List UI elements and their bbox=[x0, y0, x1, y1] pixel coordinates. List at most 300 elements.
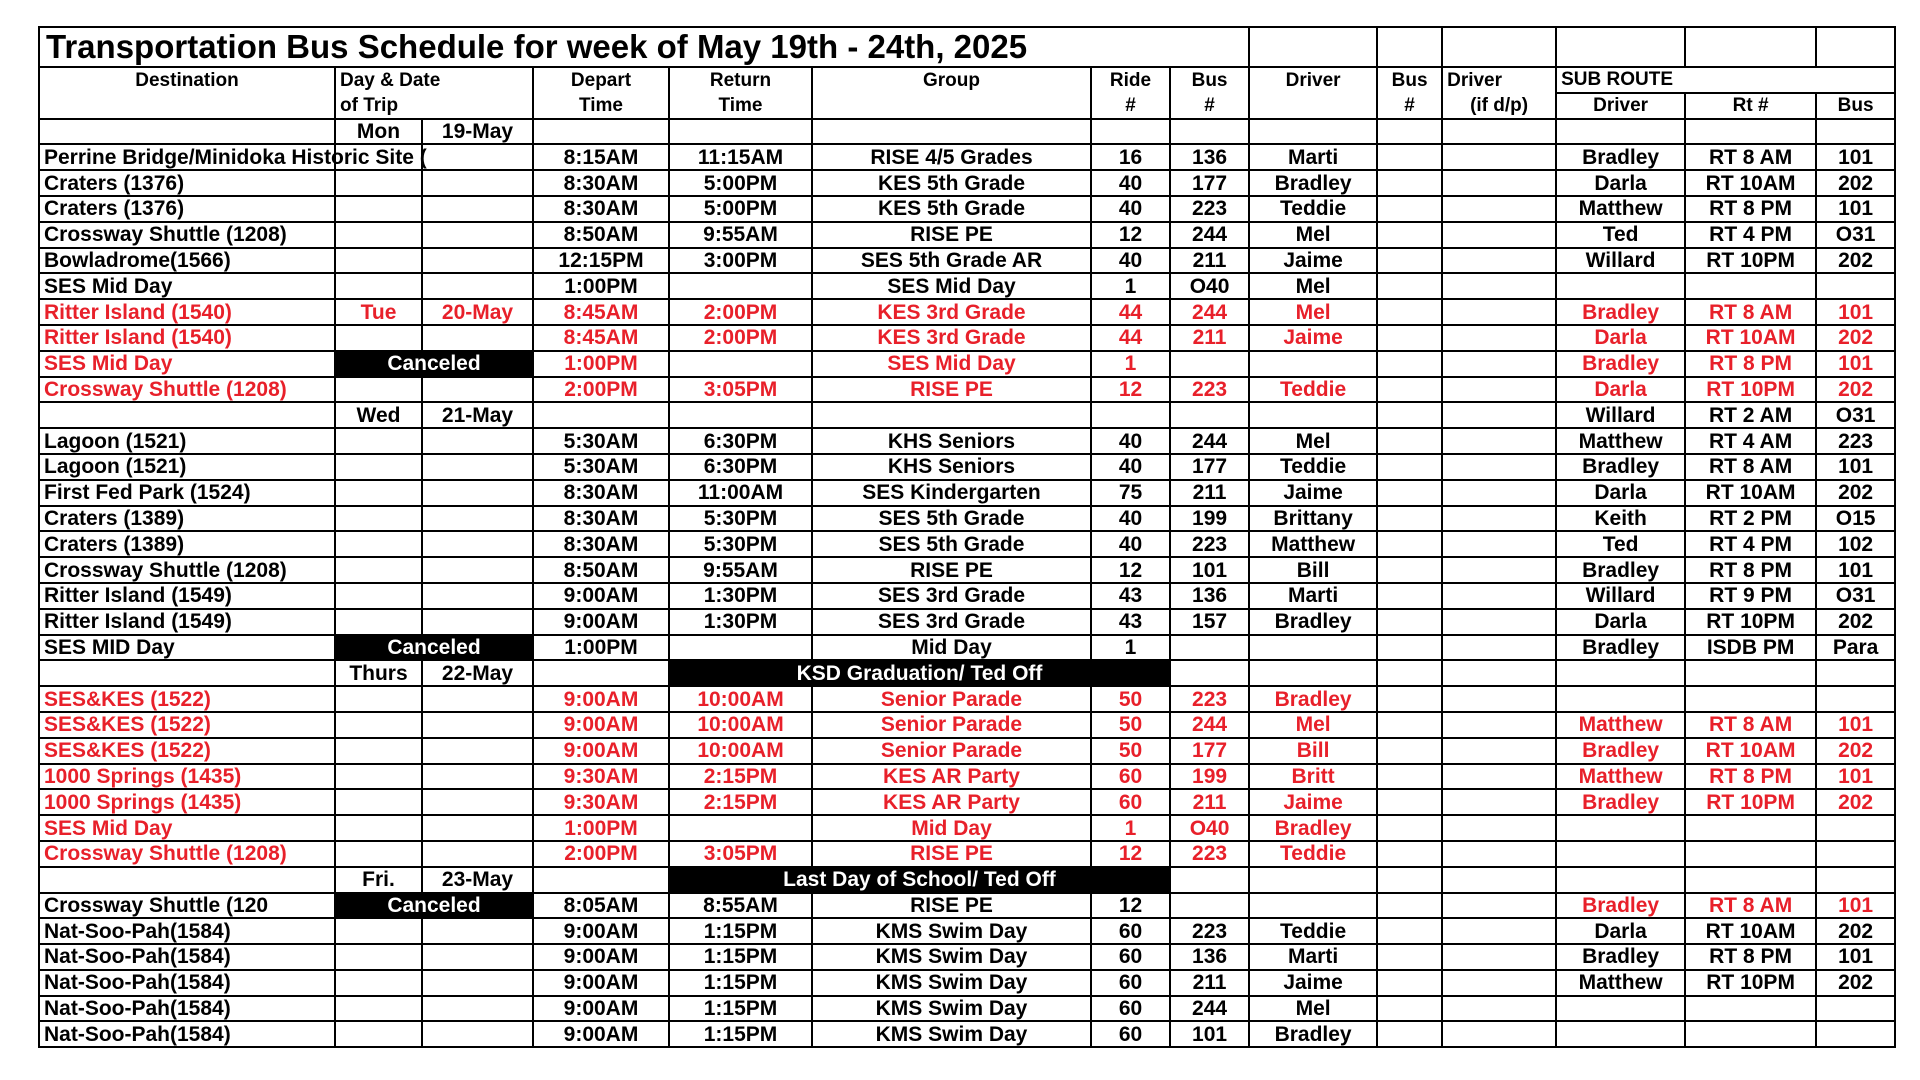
driver-2-cell bbox=[1442, 454, 1556, 480]
bus-2-cell bbox=[1377, 351, 1442, 377]
depart-cell: 9:30AM bbox=[533, 764, 669, 790]
bus-cell: 136 bbox=[1170, 944, 1249, 970]
bus-schedule-table bbox=[38, 26, 1896, 1048]
day-cell bbox=[335, 944, 422, 970]
bus-cell: O40 bbox=[1170, 815, 1249, 841]
return-cell: 6:30PM bbox=[669, 428, 812, 454]
sub-rt-cell bbox=[1685, 273, 1816, 299]
return-cell: 1:30PM bbox=[669, 609, 812, 635]
bus-cell: 211 bbox=[1170, 248, 1249, 274]
date-cell: 19-May bbox=[422, 119, 533, 145]
driver-cell: Jaime bbox=[1249, 789, 1377, 815]
return-cell: 1:15PM bbox=[669, 918, 812, 944]
header-sub-route: SUB ROUTE bbox=[1556, 67, 1895, 93]
depart-cell: 1:00PM bbox=[533, 273, 669, 299]
depart-cell: 8:50AM bbox=[533, 557, 669, 583]
sub-rt-cell bbox=[1685, 1021, 1816, 1047]
table-row bbox=[39, 918, 1895, 944]
table-row bbox=[39, 867, 1895, 893]
destination-cell: Nat-Soo-Pah(1584) bbox=[39, 944, 335, 970]
destination-cell: SES MID Day bbox=[39, 635, 335, 661]
depart-cell: 9:00AM bbox=[533, 996, 669, 1022]
header-bus: Bus bbox=[1170, 67, 1249, 93]
ride-cell: 16 bbox=[1091, 144, 1170, 170]
driver-2-cell bbox=[1442, 299, 1556, 325]
bus-2-cell bbox=[1377, 970, 1442, 996]
day-cell bbox=[335, 325, 422, 351]
ride-cell: 40 bbox=[1091, 248, 1170, 274]
sub-driver-cell: Keith bbox=[1556, 506, 1685, 532]
sub-bus-cell: O31 bbox=[1816, 583, 1895, 609]
driver-2-cell bbox=[1442, 970, 1556, 996]
ride-cell: 40 bbox=[1091, 196, 1170, 222]
driver-2-cell bbox=[1442, 119, 1556, 145]
table-row bbox=[39, 351, 1895, 377]
date-cell bbox=[422, 996, 533, 1022]
driver-2-cell bbox=[1442, 170, 1556, 196]
table-row bbox=[39, 764, 1895, 790]
driver-2-cell bbox=[1442, 893, 1556, 919]
bus-cell: 211 bbox=[1170, 789, 1249, 815]
depart-cell: 8:30AM bbox=[533, 531, 669, 557]
date-cell bbox=[422, 557, 533, 583]
table-row bbox=[39, 686, 1895, 712]
bus-2-cell bbox=[1377, 815, 1442, 841]
table-row bbox=[39, 119, 1895, 145]
header-driver-dp: (if d/p) bbox=[1442, 93, 1556, 119]
day-cell bbox=[335, 170, 422, 196]
depart-cell: 5:30AM bbox=[533, 454, 669, 480]
sub-rt-cell: RT 8 AM bbox=[1685, 454, 1816, 480]
ride-cell: 12 bbox=[1091, 841, 1170, 867]
sub-driver-cell: Bradley bbox=[1556, 944, 1685, 970]
return-cell: 1:15PM bbox=[669, 970, 812, 996]
group-cell: RISE PE bbox=[812, 841, 1091, 867]
bus-2-cell bbox=[1377, 144, 1442, 170]
sub-bus-cell: Para bbox=[1816, 635, 1895, 661]
depart-cell: 9:00AM bbox=[533, 918, 669, 944]
bus-2-cell bbox=[1377, 248, 1442, 274]
date-cell bbox=[422, 170, 533, 196]
return-cell: 5:30PM bbox=[669, 506, 812, 532]
sub-rt-cell: RT 4 PM bbox=[1685, 531, 1816, 557]
sub-driver-cell: Darla bbox=[1556, 325, 1685, 351]
sub-bus-cell: 202 bbox=[1816, 789, 1895, 815]
bus-2-cell bbox=[1377, 686, 1442, 712]
table-row bbox=[39, 789, 1895, 815]
depart-cell: 8:30AM bbox=[533, 480, 669, 506]
ride-cell: 40 bbox=[1091, 170, 1170, 196]
bus-2-cell bbox=[1377, 609, 1442, 635]
bus-cell: 244 bbox=[1170, 712, 1249, 738]
bus-2-cell bbox=[1377, 273, 1442, 299]
driver-cell: Teddie bbox=[1249, 454, 1377, 480]
bus-2-cell bbox=[1377, 712, 1442, 738]
sub-driver-cell: Bradley bbox=[1556, 789, 1685, 815]
day-cell bbox=[335, 222, 422, 248]
header-sub-driver: Driver bbox=[1556, 93, 1685, 119]
date-cell bbox=[422, 377, 533, 403]
sub-bus-cell: 202 bbox=[1816, 248, 1895, 274]
return-cell bbox=[669, 815, 812, 841]
header-row-2 bbox=[39, 93, 1895, 119]
table-row bbox=[39, 944, 1895, 970]
bus-cell: 136 bbox=[1170, 144, 1249, 170]
destination-cell: Crossway Shuttle (120 bbox=[39, 893, 335, 919]
sub-rt-cell: RT 8 AM bbox=[1685, 893, 1816, 919]
table-row bbox=[39, 970, 1895, 996]
sub-driver-cell bbox=[1556, 841, 1685, 867]
destination-cell: SES Mid Day bbox=[39, 273, 335, 299]
sub-bus-cell: 101 bbox=[1816, 196, 1895, 222]
destination-cell: Craters (1389) bbox=[39, 531, 335, 557]
sub-driver-cell: Matthew bbox=[1556, 764, 1685, 790]
driver-cell: Mel bbox=[1249, 712, 1377, 738]
sub-bus-cell bbox=[1816, 660, 1895, 686]
bus-cell: O40 bbox=[1170, 273, 1249, 299]
driver-2-cell bbox=[1442, 377, 1556, 403]
bus-cell: 101 bbox=[1170, 557, 1249, 583]
destination-cell: SES&KES (1522) bbox=[39, 686, 335, 712]
sub-driver-cell: Bradley bbox=[1556, 738, 1685, 764]
driver-2-cell bbox=[1442, 686, 1556, 712]
depart-cell: 9:00AM bbox=[533, 712, 669, 738]
day-cell bbox=[335, 841, 422, 867]
group-cell: KMS Swim Day bbox=[812, 1021, 1091, 1047]
sub-rt-cell: RT 8 AM bbox=[1685, 299, 1816, 325]
sub-rt-cell: RT 10AM bbox=[1685, 918, 1816, 944]
group-cell: RISE PE bbox=[812, 557, 1091, 583]
bus-cell: 211 bbox=[1170, 325, 1249, 351]
driver-cell: Matthew bbox=[1249, 531, 1377, 557]
header-of-trip: of Trip bbox=[335, 93, 533, 119]
date-cell: 22-May bbox=[422, 660, 533, 686]
sub-bus-cell: 101 bbox=[1816, 454, 1895, 480]
driver-2-cell bbox=[1442, 506, 1556, 532]
driver-2-cell bbox=[1442, 867, 1556, 893]
sub-bus-cell: 202 bbox=[1816, 480, 1895, 506]
destination-cell: Ritter Island (1549) bbox=[39, 583, 335, 609]
ride-cell: 60 bbox=[1091, 1021, 1170, 1047]
bus-cell: 177 bbox=[1170, 170, 1249, 196]
bus-2-cell bbox=[1377, 918, 1442, 944]
group-cell: SES Mid Day bbox=[812, 273, 1091, 299]
sub-rt-cell: RT 2 AM bbox=[1685, 402, 1816, 428]
header-bus-num: # bbox=[1170, 93, 1249, 119]
ride-cell: 40 bbox=[1091, 506, 1170, 532]
bus-2-cell bbox=[1377, 944, 1442, 970]
bus-cell: 223 bbox=[1170, 196, 1249, 222]
ride-cell: 40 bbox=[1091, 454, 1170, 480]
bus-2-cell bbox=[1377, 660, 1442, 686]
day-cell bbox=[335, 273, 422, 299]
ride-cell bbox=[1091, 119, 1170, 145]
table-row bbox=[39, 841, 1895, 867]
header-return: Return bbox=[669, 67, 812, 93]
return-cell: 9:55AM bbox=[669, 222, 812, 248]
driver-cell: Bradley bbox=[1249, 170, 1377, 196]
date-cell bbox=[422, 712, 533, 738]
driver-cell: Mel bbox=[1249, 996, 1377, 1022]
sub-driver-cell: Willard bbox=[1556, 402, 1685, 428]
depart-cell: 9:00AM bbox=[533, 970, 669, 996]
day-cell: Tue bbox=[335, 299, 422, 325]
sub-rt-cell: RT 10AM bbox=[1685, 325, 1816, 351]
return-cell bbox=[669, 351, 812, 377]
driver-cell bbox=[1249, 402, 1377, 428]
header-destination: Destination bbox=[39, 67, 335, 93]
return-cell: 1:15PM bbox=[669, 1021, 812, 1047]
ride-cell: 12 bbox=[1091, 557, 1170, 583]
canceled-badge: Canceled bbox=[335, 893, 533, 919]
driver-cell: Bradley bbox=[1249, 815, 1377, 841]
table-row bbox=[39, 635, 1895, 661]
sub-driver-cell: Darla bbox=[1556, 170, 1685, 196]
driver-cell bbox=[1249, 660, 1377, 686]
group-cell: KMS Swim Day bbox=[812, 944, 1091, 970]
ride-cell: 40 bbox=[1091, 531, 1170, 557]
sub-driver-cell: Ted bbox=[1556, 222, 1685, 248]
driver-2-cell bbox=[1442, 764, 1556, 790]
day-cell bbox=[335, 531, 422, 557]
bus-2-cell bbox=[1377, 325, 1442, 351]
destination-cell: Lagoon (1521) bbox=[39, 454, 335, 480]
return-cell: 8:55AM bbox=[669, 893, 812, 919]
group-cell: KMS Swim Day bbox=[812, 918, 1091, 944]
driver-2-cell bbox=[1442, 660, 1556, 686]
group-cell: Senior Parade bbox=[812, 712, 1091, 738]
return-cell: 10:00AM bbox=[669, 738, 812, 764]
driver-cell: Mel bbox=[1249, 299, 1377, 325]
date-cell bbox=[422, 506, 533, 532]
sub-driver-cell: Bradley bbox=[1556, 299, 1685, 325]
destination-cell: Nat-Soo-Pah(1584) bbox=[39, 918, 335, 944]
sub-rt-cell: RT 9 PM bbox=[1685, 583, 1816, 609]
depart-cell bbox=[533, 660, 669, 686]
sub-driver-cell: Darla bbox=[1556, 377, 1685, 403]
return-cell: 5:00PM bbox=[669, 196, 812, 222]
sub-rt-cell: RT 10PM bbox=[1685, 377, 1816, 403]
destination-cell: Nat-Soo-Pah(1584) bbox=[39, 1021, 335, 1047]
date-cell bbox=[422, 609, 533, 635]
driver-2-cell bbox=[1442, 557, 1556, 583]
group-cell: KHS Seniors bbox=[812, 428, 1091, 454]
group-cell: KES AR Party bbox=[812, 764, 1091, 790]
day-banner: Last Day of School/ Ted Off bbox=[669, 867, 1170, 893]
group-cell: Senior Parade bbox=[812, 686, 1091, 712]
day-cell bbox=[335, 712, 422, 738]
bus-2-cell bbox=[1377, 170, 1442, 196]
destination-cell: Crossway Shuttle (1208) bbox=[39, 222, 335, 248]
sub-rt-cell: RT 2 PM bbox=[1685, 506, 1816, 532]
destination-cell: Nat-Soo-Pah(1584) bbox=[39, 970, 335, 996]
depart-cell: 9:00AM bbox=[533, 944, 669, 970]
date-cell bbox=[422, 686, 533, 712]
day-banner: KSD Graduation/ Ted Off bbox=[669, 660, 1170, 686]
date-cell bbox=[422, 1021, 533, 1047]
bus-cell bbox=[1170, 351, 1249, 377]
ride-cell: 43 bbox=[1091, 583, 1170, 609]
return-cell: 11:00AM bbox=[669, 480, 812, 506]
driver-2-cell bbox=[1442, 273, 1556, 299]
sub-bus-cell: O31 bbox=[1816, 402, 1895, 428]
day-cell bbox=[335, 764, 422, 790]
depart-cell: 8:50AM bbox=[533, 222, 669, 248]
destination-cell: SES Mid Day bbox=[39, 351, 335, 377]
bus-2-cell bbox=[1377, 299, 1442, 325]
day-cell bbox=[335, 1021, 422, 1047]
sub-bus-cell: 202 bbox=[1816, 377, 1895, 403]
bus-cell: 199 bbox=[1170, 506, 1249, 532]
return-cell: 11:15AM bbox=[669, 144, 812, 170]
destination-cell bbox=[39, 402, 335, 428]
table-row bbox=[39, 222, 1895, 248]
bus-2-cell bbox=[1377, 377, 1442, 403]
group-cell: Mid Day bbox=[812, 635, 1091, 661]
driver-2-cell bbox=[1442, 428, 1556, 454]
sub-driver-cell bbox=[1556, 119, 1685, 145]
return-cell: 3:05PM bbox=[669, 377, 812, 403]
canceled-badge: Canceled bbox=[335, 351, 533, 377]
return-cell: 2:15PM bbox=[669, 764, 812, 790]
sub-bus-cell: 202 bbox=[1816, 170, 1895, 196]
sub-driver-cell: Bradley bbox=[1556, 893, 1685, 919]
sub-driver-cell bbox=[1556, 273, 1685, 299]
driver-cell: Teddie bbox=[1249, 377, 1377, 403]
bus-cell: 136 bbox=[1170, 583, 1249, 609]
bus-2-cell bbox=[1377, 996, 1442, 1022]
depart-cell: 12:15PM bbox=[533, 248, 669, 274]
group-cell: KMS Swim Day bbox=[812, 970, 1091, 996]
group-cell: RISE PE bbox=[812, 377, 1091, 403]
depart-cell: 9:00AM bbox=[533, 1021, 669, 1047]
group-cell: SES 5th Grade bbox=[812, 506, 1091, 532]
sub-driver-cell: Darla bbox=[1556, 480, 1685, 506]
date-cell bbox=[422, 815, 533, 841]
date-cell bbox=[422, 196, 533, 222]
sub-driver-cell: Matthew bbox=[1556, 196, 1685, 222]
depart-cell: 5:30AM bbox=[533, 428, 669, 454]
return-cell: 1:15PM bbox=[669, 996, 812, 1022]
day-cell bbox=[335, 738, 422, 764]
date-cell bbox=[422, 531, 533, 557]
day-cell: Mon bbox=[335, 119, 422, 145]
destination-cell bbox=[39, 660, 335, 686]
driver-cell: Teddie bbox=[1249, 918, 1377, 944]
driver-cell: Jaime bbox=[1249, 480, 1377, 506]
driver-cell: Mel bbox=[1249, 273, 1377, 299]
return-cell: 1:30PM bbox=[669, 583, 812, 609]
sub-rt-cell: RT 10PM bbox=[1685, 248, 1816, 274]
sub-rt-cell bbox=[1685, 996, 1816, 1022]
group-cell: RISE 4/5 Grades bbox=[812, 144, 1091, 170]
table-row bbox=[39, 144, 1895, 170]
driver-cell: Jaime bbox=[1249, 325, 1377, 351]
driver-cell: Bill bbox=[1249, 738, 1377, 764]
sub-rt-cell: RT 8 PM bbox=[1685, 557, 1816, 583]
sub-driver-cell: Willard bbox=[1556, 583, 1685, 609]
sub-driver-cell: Bradley bbox=[1556, 144, 1685, 170]
depart-cell: 8:30AM bbox=[533, 506, 669, 532]
bus-cell: 244 bbox=[1170, 222, 1249, 248]
return-cell: 1:15PM bbox=[669, 944, 812, 970]
sub-bus-cell bbox=[1816, 1021, 1895, 1047]
group-cell: Senior Parade bbox=[812, 738, 1091, 764]
sub-bus-cell: 101 bbox=[1816, 893, 1895, 919]
driver-cell: Bill bbox=[1249, 557, 1377, 583]
destination-cell: SES Mid Day bbox=[39, 815, 335, 841]
driver-cell: Bradley bbox=[1249, 609, 1377, 635]
day-cell bbox=[335, 248, 422, 274]
sub-rt-cell: RT 10PM bbox=[1685, 789, 1816, 815]
driver-cell: Mel bbox=[1249, 222, 1377, 248]
sub-bus-cell bbox=[1816, 996, 1895, 1022]
ride-cell: 50 bbox=[1091, 712, 1170, 738]
destination-cell: First Fed Park (1524) bbox=[39, 480, 335, 506]
driver-cell: Teddie bbox=[1249, 196, 1377, 222]
sub-rt-cell bbox=[1685, 841, 1816, 867]
sub-rt-cell bbox=[1685, 660, 1816, 686]
group-cell bbox=[812, 402, 1091, 428]
header-depart-time: Time bbox=[533, 93, 669, 119]
bus-cell: 157 bbox=[1170, 609, 1249, 635]
table-row bbox=[39, 1021, 1895, 1047]
table-row bbox=[39, 996, 1895, 1022]
table-row bbox=[39, 273, 1895, 299]
bus-2-cell bbox=[1377, 738, 1442, 764]
header-bus-2-num: # bbox=[1377, 93, 1442, 119]
sub-driver-cell: Ted bbox=[1556, 531, 1685, 557]
ride-cell: 1 bbox=[1091, 351, 1170, 377]
date-cell bbox=[422, 789, 533, 815]
group-cell: RISE PE bbox=[812, 222, 1091, 248]
return-cell: 6:30PM bbox=[669, 454, 812, 480]
sub-bus-cell: 223 bbox=[1816, 428, 1895, 454]
bus-2-cell bbox=[1377, 222, 1442, 248]
depart-cell: 8:05AM bbox=[533, 893, 669, 919]
date-cell bbox=[422, 273, 533, 299]
sub-rt-cell: RT 8 PM bbox=[1685, 196, 1816, 222]
return-cell: 3:05PM bbox=[669, 841, 812, 867]
bus-2-cell bbox=[1377, 428, 1442, 454]
driver-2-cell bbox=[1442, 609, 1556, 635]
depart-cell: 9:00AM bbox=[533, 609, 669, 635]
day-cell bbox=[335, 428, 422, 454]
return-cell bbox=[669, 635, 812, 661]
sub-bus-cell: 101 bbox=[1816, 351, 1895, 377]
ride-cell: 12 bbox=[1091, 893, 1170, 919]
table-row bbox=[39, 377, 1895, 403]
table-row bbox=[39, 196, 1895, 222]
sub-driver-cell bbox=[1556, 686, 1685, 712]
sub-driver-cell: Bradley bbox=[1556, 454, 1685, 480]
destination-cell: SES&KES (1522) bbox=[39, 712, 335, 738]
sub-rt-cell: RT 10PM bbox=[1685, 970, 1816, 996]
date-cell bbox=[422, 738, 533, 764]
table-row bbox=[39, 299, 1895, 325]
driver-2-cell bbox=[1442, 841, 1556, 867]
driver-cell: Jaime bbox=[1249, 248, 1377, 274]
sub-driver-cell bbox=[1556, 660, 1685, 686]
bus-cell: 199 bbox=[1170, 764, 1249, 790]
destination-cell: Craters (1389) bbox=[39, 506, 335, 532]
destination-cell: Perrine Bridge/Minidoka Historic Site ( bbox=[39, 144, 335, 170]
date-cell bbox=[422, 944, 533, 970]
header-sub-bus: Bus bbox=[1816, 93, 1895, 119]
table-row bbox=[39, 660, 1895, 686]
sub-rt-cell bbox=[1685, 815, 1816, 841]
date-cell bbox=[422, 428, 533, 454]
